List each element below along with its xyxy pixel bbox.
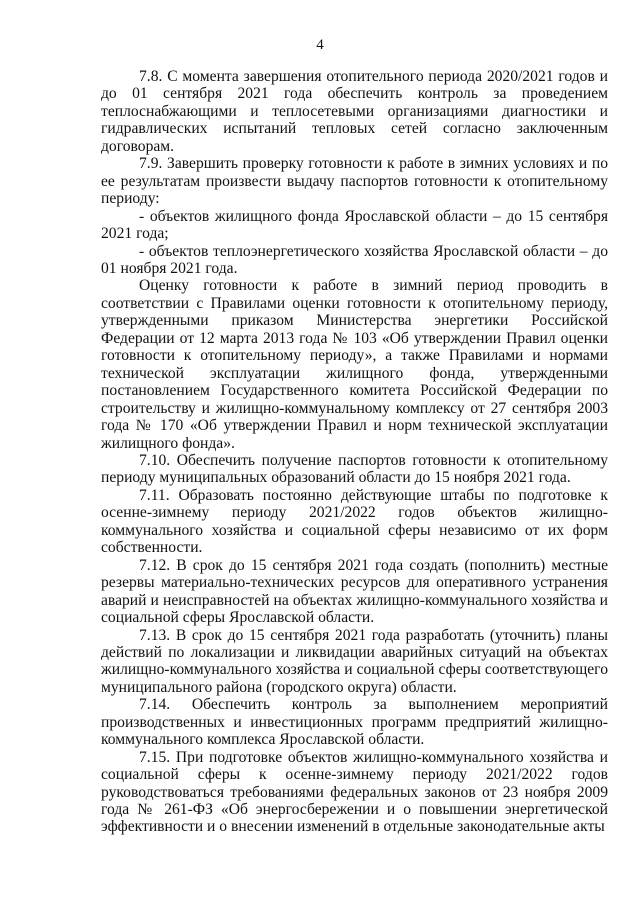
paragraph-7-12: 7.12. В срок до 15 сентября 2021 года создать (пополнить) местные резервы материально-технических ресурсов для оперативного устранения аварий и неисправностей на объектах жилищно-коммунального хозяйства и социальной сферы Ярославской области. <box>101 556 608 627</box>
list-item-housing-stock: - объектов жилищного фонда Ярославской области – до 15 сентября 2021 года; <box>101 207 608 243</box>
page-number: 4 <box>316 37 324 53</box>
document-body <box>101 68 608 836</box>
paragraph-7-13: 7.13. В срок до 15 сентября 2021 года разработать (уточнить) планы действий по локализации и ликвидации аварийных ситуаций на объектах жилищно-коммунального хозяйства и социальной сферы соответствующего муниципального района (городского округа) области. <box>101 626 608 696</box>
paragraph-7-14: 7.14. Обеспечить контроль за выполнением мероприятий производственных и инвестиционных программ предприятий жилищно-коммунального комплекса Ярославской области. <box>101 696 608 749</box>
paragraph-7-8: 7.8. С момента завершения отопительного периода 2020/2021 годов и до 01 сентября 2021 года обеспечить контроль за проведением теплоснабжающими и теплосетевыми организациями диагностики и гидравлических испытаний тепловых сетей согласно заключенным договорам. <box>101 68 608 155</box>
paragraph-7-11: 7.11. Образовать постоянно действующие штабы по подготовке к осенне-зимнему периоду 2021/2022 годов объектов жилищно-коммунального хозяйства и социальной сферы независимо от их форм собственности. <box>101 486 608 557</box>
paragraph-7-10: 7.10. Обеспечить получение паспортов готовности к отопительному периоду муниципальных образований области до 15 ноября 2021 года. <box>101 451 608 487</box>
paragraph-readiness-assessment: Оценку готовности к работе в зимний период проводить в соответствии с Правилами оценки готовности к отопительному периоду, утвержденными приказом Министерства энергетики Российской Федерации от 12 марта 2013 года № 103 «Об утверждении Правил оценки готовности к отопительному периоду», а также Правилами и нормами технической эксплуатации жилищного фонда, утвержденными постановлением Государственного комитета Российской Федерации по строительству и жилищно-коммунальному комплексу от 27 сентября 2003 года № 170 «Об утверждении Правил и норм технической эксплуатации жилищного фонда». <box>101 277 608 452</box>
list-item-heat-power: - объектов теплоэнергетического хозяйства Ярославской области – до 01 ноября 2021 года. <box>101 242 608 277</box>
paragraph-7-15: 7.15. При подготовке объектов жилищно-коммунального хозяйства и социальной сферы к осенне-зимнему периоду 2021/2022 годов руководствоваться требованиями федеральных законов от 23 ноября 2009 года № 261-ФЗ «Об энергосбережении и о повышении энергетической эффективности и о внесении изменений в отдельные законодательные акты <box>101 748 608 836</box>
paragraph-7-9: 7.9. Завершить проверку готовности к работе в зимних условиях и по ее результатам произвести выдачу паспортов готовности к отопительному периоду: <box>101 155 608 208</box>
